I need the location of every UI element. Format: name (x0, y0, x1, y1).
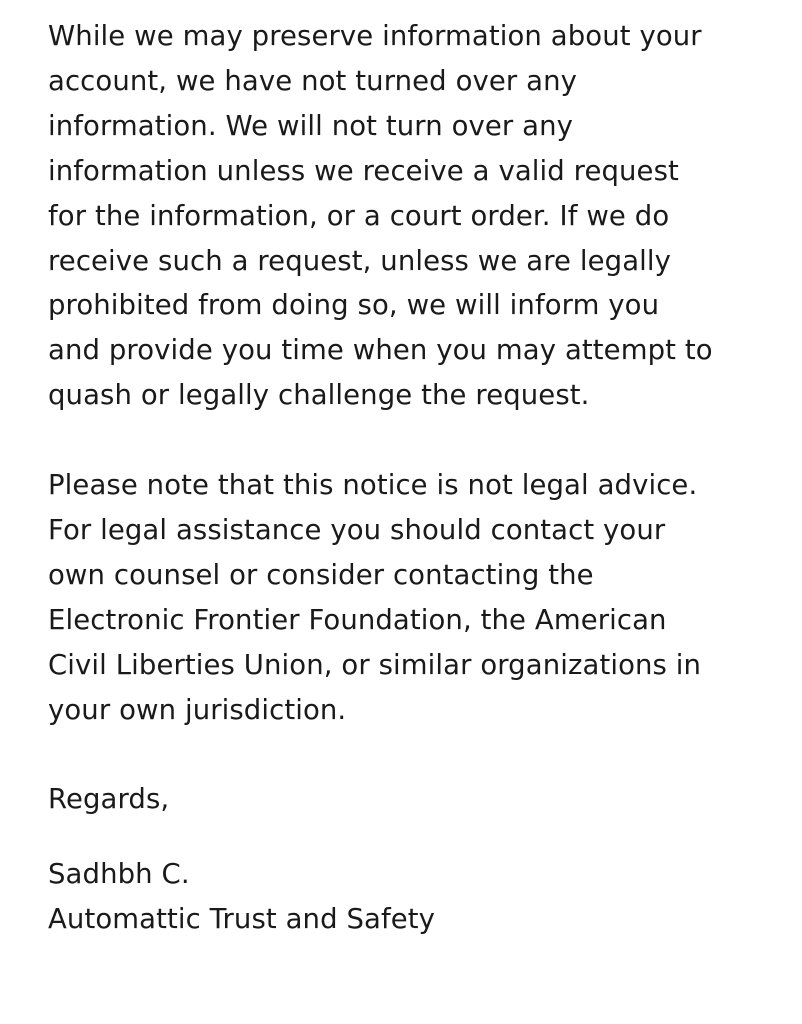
paragraph-line: own counsel or consider contacting the (48, 558, 594, 591)
paragraph-line: For legal assistance you should contact your (48, 513, 666, 546)
paragraph-line: information. We will not turn over any (48, 109, 573, 142)
signature-team: Automattic Trust and Safety (48, 903, 436, 936)
legal-advice-paragraph (48, 463, 768, 732)
paragraph-line: Electronic Frontier Foundation, the American (48, 603, 667, 636)
signature-name: Sadhbh C. (48, 858, 190, 891)
signature-spacer (48, 822, 768, 852)
paragraph-spacer (48, 418, 768, 463)
closing-line: Regards, (48, 783, 170, 816)
notice-paragraph (48, 14, 768, 418)
paragraph-line: and provide you time when you may attempt to (48, 334, 713, 367)
email-message-body (48, 14, 768, 942)
paragraph-line: for the information, or a court order. If we do (48, 199, 670, 232)
paragraph-line: account, we have not turned over any (48, 64, 577, 97)
paragraph-line: your own jurisdiction. (48, 693, 347, 726)
paragraph-line: receive such a request, unless we are legally (48, 244, 671, 277)
paragraph-line: prohibited from doing so, we will inform you (48, 289, 660, 322)
signature-block (48, 852, 768, 942)
paragraph-line: While we may preserve information about your (48, 20, 702, 52)
paragraph-line: Please note that this notice is not legal advice. (48, 469, 698, 502)
paragraph-line: quash or legally challenge the request. (48, 379, 590, 412)
paragraph-spacer (48, 732, 768, 777)
closing-text (48, 777, 768, 822)
paragraph-line: Civil Liberties Union, or similar organizations in (48, 648, 702, 681)
paragraph-line: information unless we receive a valid request (48, 154, 679, 187)
